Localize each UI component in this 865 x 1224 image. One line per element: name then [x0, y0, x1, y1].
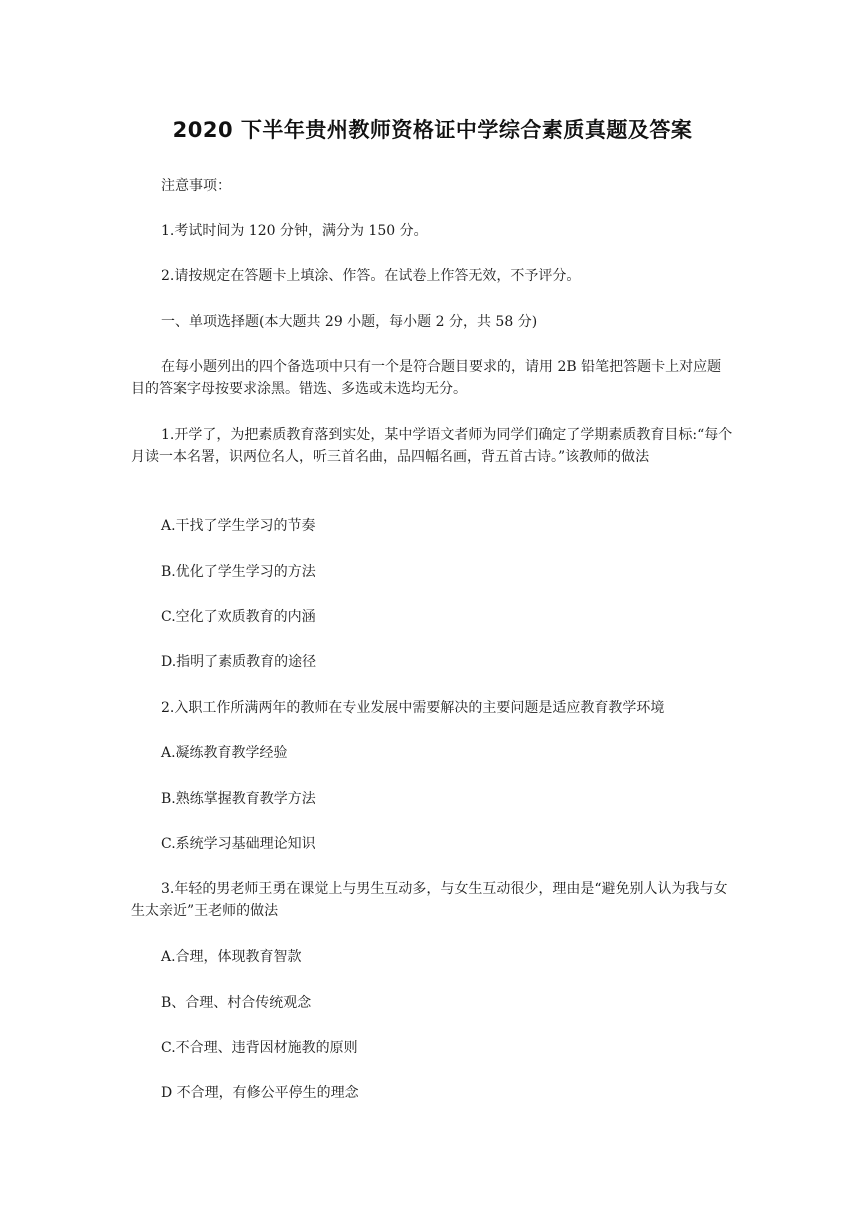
document-title: 2020 下半年贵州教师资格证中学综合素质真题及答案 — [172, 118, 693, 142]
question-option: C.空化了欢质教育的内涵 — [161, 609, 316, 625]
question-stem: 2.入职工作所满两年的教师在专业发展中需要解决的主要问题是适应教育教学环境 — [161, 700, 665, 716]
question-option: B、合理、村合传统观念 — [161, 995, 312, 1011]
question-option: C.系统学习基础理论知识 — [161, 836, 316, 852]
section-instructions: 在每小题列出的四个备选项中只有一个是符合题目要求的，请用 2B 铅笔把答题卡上对应题目的答案字母按要求涂黑。错选、多选或未选均无分。 — [131, 359, 722, 397]
notice-item: 1.考试时间为 120 分钟，满分为 150 分。 — [161, 223, 428, 239]
question-option: B.熟练掌握教育教学方法 — [161, 791, 316, 807]
notice-heading: 注意事项： — [161, 178, 231, 194]
notice-item: 2.请按规定在答题卡上填涂、作答。在试卷上作答无效，不予评分。 — [161, 268, 581, 284]
question-option: A.干找了学生学习的节奏 — [161, 518, 316, 534]
question-option: C.不合理、违背因材施教的原则 — [161, 1040, 358, 1056]
question-option: D 不合理，有修公平停生的理念 — [161, 1085, 359, 1101]
question-stem: 3.年轻的男老师王勇在课觉上与男生互动多，与女生互动很少，理由是“避免别人认为我与女生太亲近”王老师的做法 — [131, 881, 728, 919]
question-option: A.合理，体现教育智款 — [161, 949, 302, 965]
question-option: D.指明了素质教育的途径 — [161, 654, 317, 670]
section-heading: 一、单项选择题(本大题共 29 小题，每小题 2 分，共 58 分) — [161, 314, 538, 330]
question-stem: 1.开学了，为把素质教育落到实处，某中学语文者师为同学们确定了学期素质教育目标:“每个月读一本名署，识两位名人，听三首名曲，品四幅名画，背五首古诗。”该教师的做法 — [131, 427, 733, 465]
question-option: B.优化了学生学习的方法 — [161, 564, 316, 580]
question-option: A.凝练教育教学经验 — [161, 745, 288, 761]
